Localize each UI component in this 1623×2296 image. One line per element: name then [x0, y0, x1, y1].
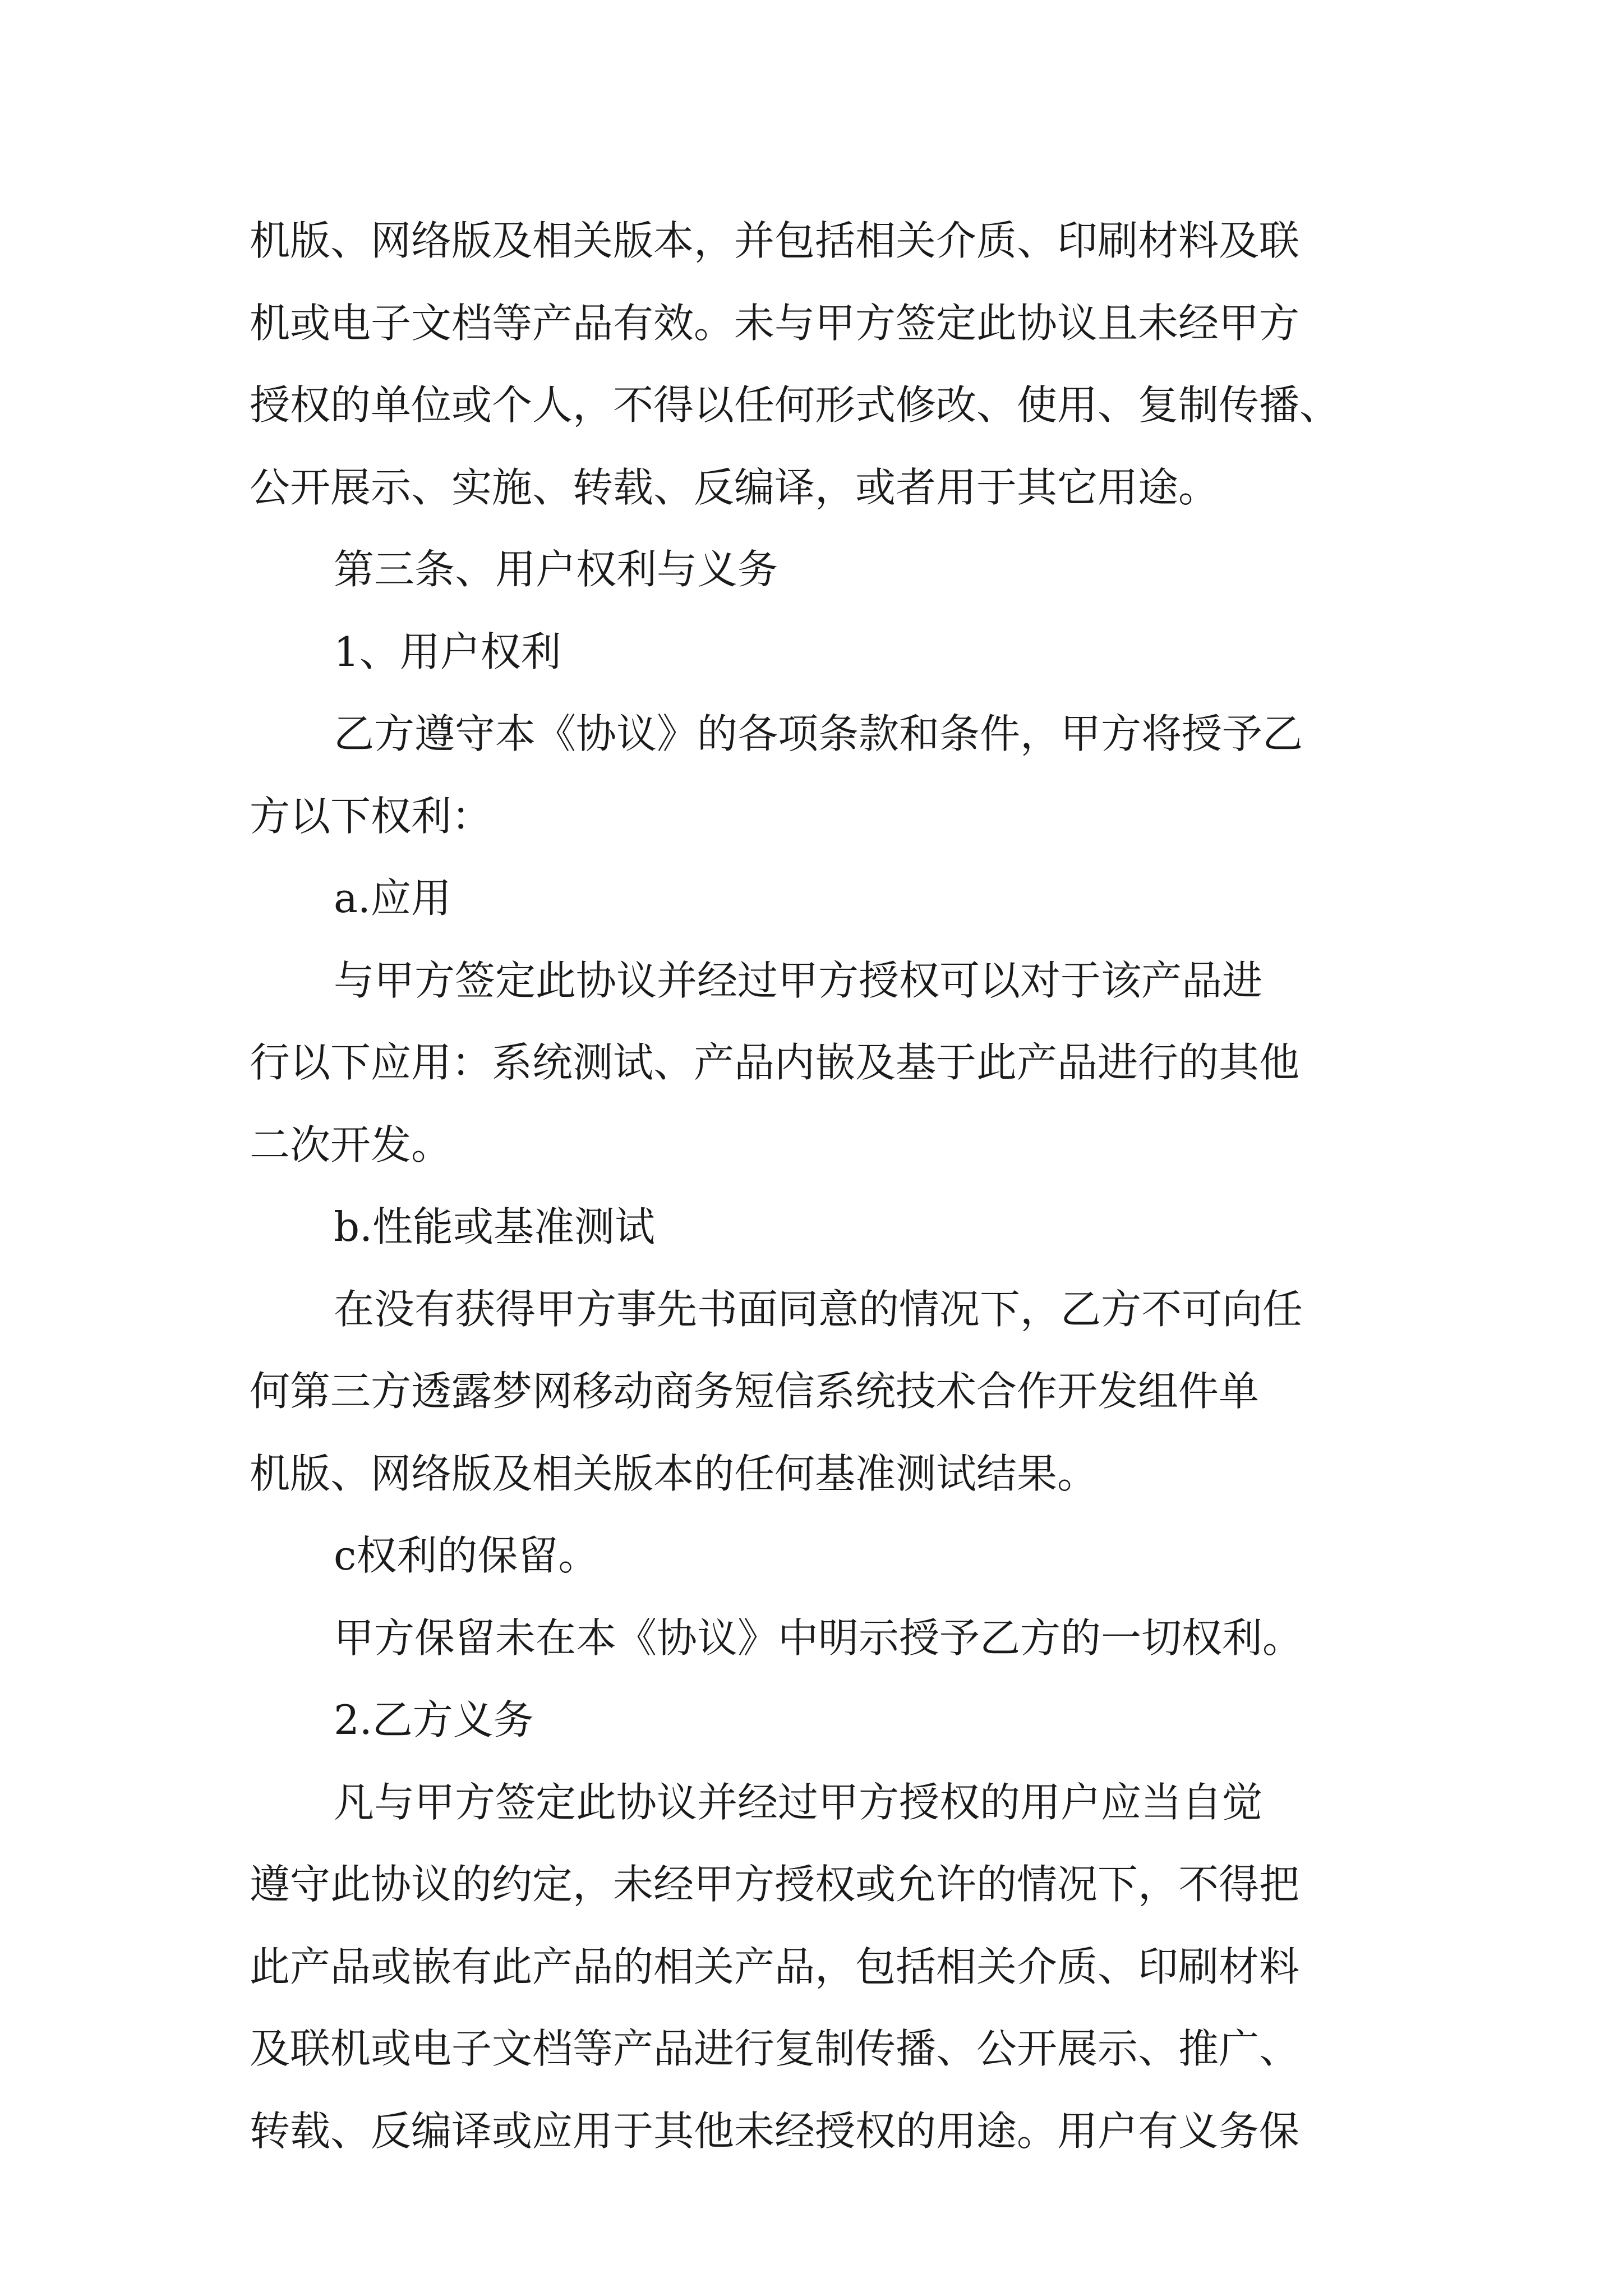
- text-line-23: 及联机或电子文档等产品进行复制传播、公开展示、推广、: [250, 2025, 1300, 2072]
- text-line-2: 机或电子文档等产品有效。未与甲方签定此协议且未经甲方: [250, 299, 1300, 347]
- text-line-1: 机版、网络版及相关版本，并包括相关介质、印刷材料及联: [250, 217, 1300, 264]
- subheading-user-rights: 1、用户权利: [334, 628, 561, 675]
- text-line-8: 方以下权利：: [250, 792, 492, 840]
- subheading-application: a.应用: [334, 875, 451, 922]
- text-line-11: 行以下应用：系统测试、产品内嵌及基于此产品进行的其他: [250, 1039, 1300, 1086]
- subheading-obligations: 2.乙方义务: [334, 1696, 534, 1743]
- text-line-16: 机版、网络版及相关版本的任何基准测试结果。: [250, 1450, 1098, 1497]
- text-line-18: 甲方保留未在本《协议》中明示授予乙方的一切权利。: [334, 1614, 1303, 1662]
- text-line-15: 何第三方透露梦网移动商务短信系统技术合作开发组件单: [250, 1368, 1260, 1415]
- text-line-12: 二次开发。: [250, 1121, 452, 1168]
- text-line-10: 与甲方签定此协议并经过甲方授权可以对于该产品进: [334, 956, 1263, 1004]
- subheading-benchmark: b.性能或基准测试: [334, 1203, 655, 1250]
- text-line-3: 授权的单位或个人，不得以任何形式修改、使用、复制传播、: [250, 381, 1340, 429]
- text-line-20: 凡与甲方签定此协议并经过甲方授权的用户应当自觉: [334, 1778, 1263, 1826]
- text-line-14: 在没有获得甲方事先书面同意的情况下，乙方不可向任: [334, 1285, 1303, 1333]
- text-line-7: 乙方遵守本《协议》的各项条款和条件，甲方将授予乙: [334, 710, 1303, 757]
- subheading-rights-reserved: c权利的保留。: [334, 1532, 599, 1579]
- text-line-22: 此产品或嵌有此产品的相关产品，包括相关介质、印刷材料: [250, 1943, 1300, 1990]
- text-line-4: 公开展示、实施、转载、反编译，或者用于其它用途。: [250, 463, 1219, 511]
- document-body: [250, 200, 1385, 2172]
- text-line-24: 转载、反编译或应用于其他未经授权的用途。用户有义务保: [250, 2107, 1300, 2155]
- text-line-21: 遵守此协议的约定，未经甲方授权或允许的情况下，不得把: [250, 1861, 1300, 1908]
- section-heading-article-3: 第三条、用户权利与义务: [334, 546, 778, 593]
